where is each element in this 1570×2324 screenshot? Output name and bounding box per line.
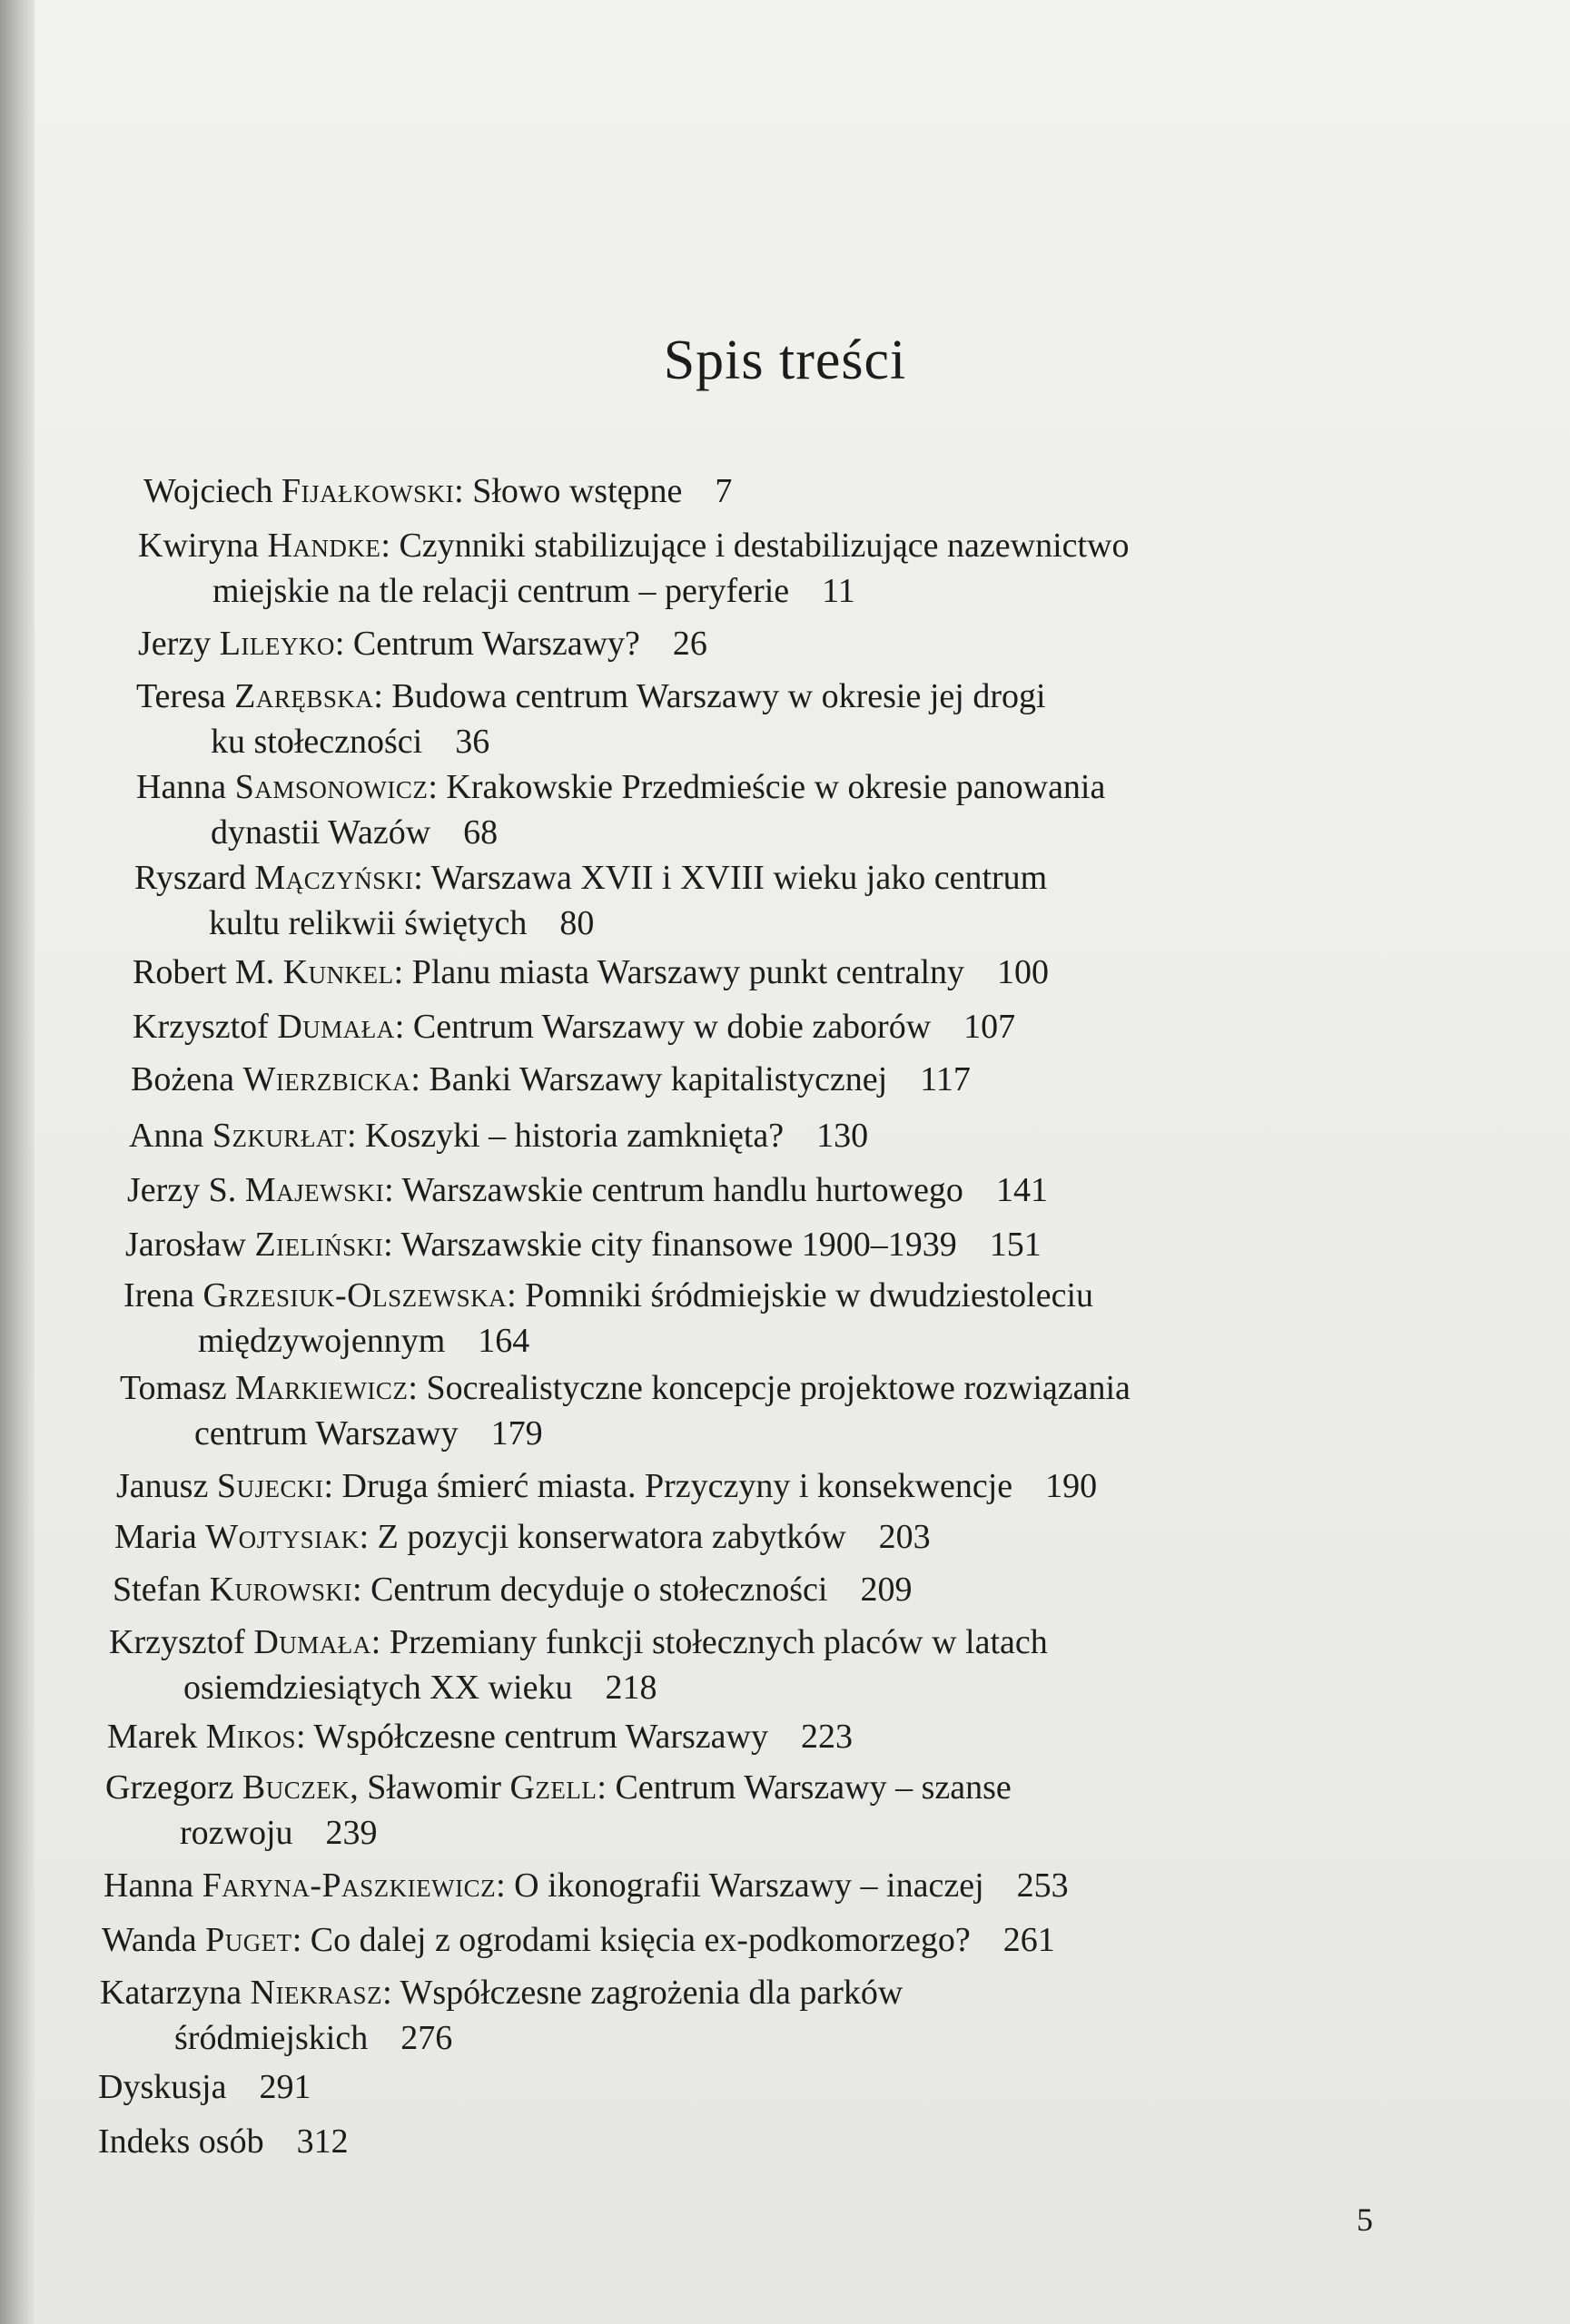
entry-page-number: 141 — [995, 1171, 1048, 1209]
toc-entry — [138, 528, 1130, 619]
toc-entry-line — [114, 1520, 931, 1565]
entry-title-text: : Pomniki śródmiejskie w dwudziestoleciu — [507, 1276, 1094, 1315]
entry-title-text: Dyskusja — [98, 2068, 227, 2106]
entry-title-text: : Budowa centrum Warszawy w okresie jej drogi — [373, 677, 1046, 715]
author-first-name: Irena — [123, 1276, 195, 1315]
entry-page-number: 203 — [878, 1518, 931, 1556]
toc-entry-line — [136, 679, 1046, 724]
entry-title-text: : Druga śmierć miasta. Przyczyny i konsekwencje — [323, 1467, 1013, 1505]
toc-entry — [143, 474, 732, 519]
toc-entry — [113, 1572, 912, 1618]
author-surname: Wojtysiak — [205, 1518, 360, 1556]
toc-entry — [129, 1118, 868, 1164]
author-surname: Kunkel — [282, 953, 394, 991]
entry-page-number: 239 — [325, 1814, 378, 1852]
toc-entry-line — [116, 1469, 1097, 1514]
entry-title-text: : Współczesne zagrożenia dla parków — [382, 1974, 903, 2012]
entry-title-text: międzywojennym — [198, 1322, 446, 1360]
entry-page-number: 7 — [715, 472, 733, 510]
entry-page-number: 223 — [800, 1718, 853, 1756]
entry-page-number: 130 — [816, 1117, 869, 1155]
toc-entry-line — [105, 1770, 1012, 1816]
entry-page-number: 68 — [463, 813, 499, 852]
author-surname: Markiewicz — [235, 1369, 409, 1407]
author-surname: Handke — [267, 527, 381, 565]
toc-entry — [104, 1868, 1069, 1914]
author-first-name: Janusz — [116, 1467, 209, 1505]
entry-title-text: : Centrum Warszawy? — [334, 625, 640, 663]
entry-title-text: : O ikonografii Warszawy – inaczej — [496, 1866, 984, 1905]
toc-entry-line — [127, 1173, 1048, 1218]
toc-entry-line — [131, 1062, 971, 1108]
entry-title-text: : Planu miasta Warszawy punkt centralny — [393, 953, 965, 991]
toc-entry — [133, 1009, 1015, 1055]
author-surname: Mikos — [205, 1718, 296, 1756]
toc-entry — [98, 2070, 311, 2115]
entry-page-number: 100 — [997, 953, 1050, 991]
entry-page-number: 179 — [490, 1414, 543, 1452]
toc-entry-line — [100, 2021, 903, 2066]
entry-page-number: 218 — [605, 1669, 657, 1707]
page-title: Spis treści — [663, 330, 907, 391]
toc-entry — [109, 1625, 1048, 1716]
entry-page-number: 26 — [672, 625, 707, 663]
author-first-name: Bożena — [131, 1060, 234, 1098]
author-first-name: Maria — [114, 1518, 197, 1556]
toc-entry-line — [113, 1572, 912, 1618]
entry-title-text: dynastii Wazów — [211, 813, 431, 852]
author-surname: Faryna-Paszkiewicz — [202, 1866, 497, 1905]
toc-entry-line — [138, 574, 1130, 619]
entry-title-text: osiemdziesiątych XX wieku — [183, 1669, 573, 1707]
entry-title-text: ku stołeczności — [211, 723, 423, 761]
toc-entry — [134, 861, 1047, 951]
author-first-name: Jerzy — [138, 625, 212, 663]
author-surname: Samsonowicz — [234, 768, 429, 806]
toc-entry — [107, 1719, 853, 1765]
entry-title-text: centrum Warszawy — [194, 1414, 459, 1452]
entry-page-number: 151 — [989, 1226, 1042, 1264]
author-surname: Kurowski — [209, 1571, 353, 1609]
toc-entry-line — [120, 1371, 1131, 1416]
entry-page-number: 312 — [296, 2122, 349, 2161]
toc-entry — [131, 1062, 971, 1108]
toc-entry — [136, 679, 1046, 770]
author-first-name: Kwiryna — [138, 527, 259, 565]
author-surname: Sujecki — [216, 1467, 324, 1505]
author-surname: Zarębska — [234, 677, 374, 715]
toc-entry — [114, 1520, 931, 1565]
toc-entry-line — [98, 2070, 311, 2115]
toc-entry-line — [120, 1416, 1131, 1462]
toc-entry-line — [125, 1227, 1042, 1273]
toc-entry — [133, 955, 1049, 1000]
toc-entry — [125, 1227, 1042, 1273]
toc-entry-line — [107, 1719, 853, 1765]
toc-entry — [123, 1278, 1093, 1369]
entry-title-text: : Centrum decyduje o stołeczności — [352, 1571, 828, 1609]
author-surname: Szkurłat — [212, 1117, 347, 1155]
entry-page-number: 190 — [1045, 1467, 1098, 1505]
toc-entry-line — [143, 474, 732, 519]
entry-page-number: 80 — [559, 904, 595, 942]
author-first-name: Jerzy S. — [127, 1171, 237, 1209]
entry-page-number: 253 — [1016, 1866, 1069, 1905]
author-surname: Puget — [205, 1921, 292, 1959]
author-first-name: Wojciech — [143, 472, 273, 510]
toc-entry — [98, 2124, 349, 2170]
entry-title-text: : Krakowskie Przedmieście w okresie panowania — [428, 768, 1106, 806]
toc-entry-line — [123, 1278, 1093, 1324]
author-first-name: Anna — [129, 1117, 204, 1155]
author-surname: Majewski — [244, 1171, 385, 1209]
toc-entry-line — [105, 1816, 1012, 1861]
author-first-name: Robert M. — [133, 953, 275, 991]
coauthor-first-name: , Sławomir — [350, 1768, 510, 1807]
toc-entry-line — [109, 1625, 1048, 1670]
toc-entry-line — [109, 1670, 1048, 1716]
entry-page-number: 107 — [963, 1008, 1016, 1046]
author-surname: Lileyko — [219, 625, 335, 663]
entry-title-text: : Banki Warszawy kapitalistycznej — [410, 1060, 888, 1098]
entry-page-number: 276 — [400, 2019, 453, 2057]
entry-title-text: : Współczesne centrum Warszawy — [295, 1718, 768, 1756]
entry-title-text: : Warszawskie city finansowe 1900–1939 — [383, 1226, 957, 1264]
toc-entry — [105, 1770, 1012, 1861]
entry-page-number: 261 — [1002, 1921, 1055, 1959]
toc-entry — [138, 626, 707, 672]
toc-entry-line — [98, 2124, 349, 2170]
author-first-name: Hanna — [136, 768, 227, 806]
author-first-name: Teresa — [136, 677, 226, 715]
author-first-name: Stefan — [113, 1571, 202, 1609]
toc-entry-line — [123, 1324, 1093, 1369]
entry-title-text: Indeks osób — [98, 2122, 264, 2161]
entry-title-text: : Przemiany funkcji stołecznych placów w latach — [370, 1623, 1048, 1661]
author-surname: Zieliński — [254, 1226, 384, 1264]
entry-page-number: 36 — [455, 723, 490, 761]
entry-title-text: : Warszawskie centrum handlu hurtowego — [384, 1171, 963, 1209]
toc-entry-line — [102, 1923, 1055, 1968]
entry-title-text: : Socrealistyczne koncepcje projektowe rozwiązania — [408, 1369, 1131, 1407]
toc-entry-line — [129, 1118, 868, 1164]
toc-entry-line — [134, 861, 1047, 906]
toc-entry-line — [138, 626, 707, 672]
author-first-name: Krzysztof — [133, 1008, 269, 1046]
author-first-name: Hanna — [104, 1866, 194, 1905]
entry-page-number: 11 — [822, 572, 855, 610]
entry-title-text: kultu relikwii świętych — [209, 904, 528, 942]
author-surname: Grzesiuk-Olszewska — [202, 1276, 508, 1315]
author-surname: Wierzbicka — [242, 1060, 411, 1098]
toc-entry-line — [133, 1009, 1015, 1055]
author-surname: Niekrasz — [250, 1974, 383, 2012]
author-first-name: Grzegorz — [105, 1768, 234, 1807]
author-first-name: Tomasz — [120, 1369, 227, 1407]
toc-entry-line — [138, 528, 1130, 574]
entry-title-text: : Słowo wstępne — [454, 472, 683, 510]
entry-title-text: : Co dalej z ogrodami księcia ex-podkomorzego? — [291, 1921, 971, 1959]
author-first-name: Marek — [107, 1718, 198, 1756]
author-first-name: Ryszard — [134, 859, 246, 897]
toc-entry — [100, 1975, 903, 2066]
toc-entry — [136, 770, 1105, 861]
entry-title-text: : Centrum Warszawy w dobie zaborów — [394, 1008, 932, 1046]
author-first-name: Katarzyna — [100, 1974, 242, 2012]
author-first-name: Jarosław — [125, 1226, 246, 1264]
entry-title-text: : Z pozycji konserwatora zabytków — [359, 1518, 846, 1556]
author-surname: Buczek — [242, 1768, 351, 1807]
entry-title-text: miejskie na tle relacji centrum – peryferie — [212, 572, 790, 610]
author-first-name: Wanda — [102, 1921, 197, 1959]
author-surname: Fijałkowski — [281, 472, 455, 510]
toc-entry-line — [133, 955, 1049, 1000]
entry-title-text: : Centrum Warszawy – szanse — [597, 1768, 1012, 1807]
toc-entry-line — [136, 724, 1046, 770]
author-surname: Mączyński — [254, 859, 414, 897]
entry-title-text: : Czynniki stabilizujące i destabilizujące nazewnictwo — [380, 527, 1130, 565]
toc-entry — [127, 1173, 1048, 1218]
page-number: 5 — [1357, 2201, 1373, 2238]
toc-entry-line — [136, 770, 1105, 815]
entry-page-number: 209 — [860, 1571, 913, 1609]
coauthor-surname: Gzell — [509, 1768, 597, 1807]
toc-entry-line — [104, 1868, 1069, 1914]
entry-title-text: rozwoju — [180, 1814, 293, 1852]
toc-entry-line — [100, 1975, 903, 2021]
entry-title-text: śródmiejskich — [174, 2019, 369, 2057]
entry-title-text: : Koszyki – historia zamknięta? — [346, 1117, 785, 1155]
toc-entry-line — [134, 906, 1047, 951]
entry-title-text: : Warszawa XVII i XVIII wieku jako centrum — [413, 859, 1048, 897]
entry-page-number: 117 — [920, 1060, 971, 1098]
toc-entry — [116, 1469, 1097, 1514]
author-surname: Dumała — [253, 1623, 371, 1661]
author-surname: Dumała — [277, 1008, 395, 1046]
entry-page-number: 291 — [259, 2068, 311, 2106]
entry-page-number: 164 — [478, 1322, 530, 1360]
toc-entry — [102, 1923, 1055, 1968]
author-first-name: Krzysztof — [109, 1623, 245, 1661]
toc-entry-line — [136, 815, 1105, 861]
toc-entry — [120, 1371, 1131, 1462]
